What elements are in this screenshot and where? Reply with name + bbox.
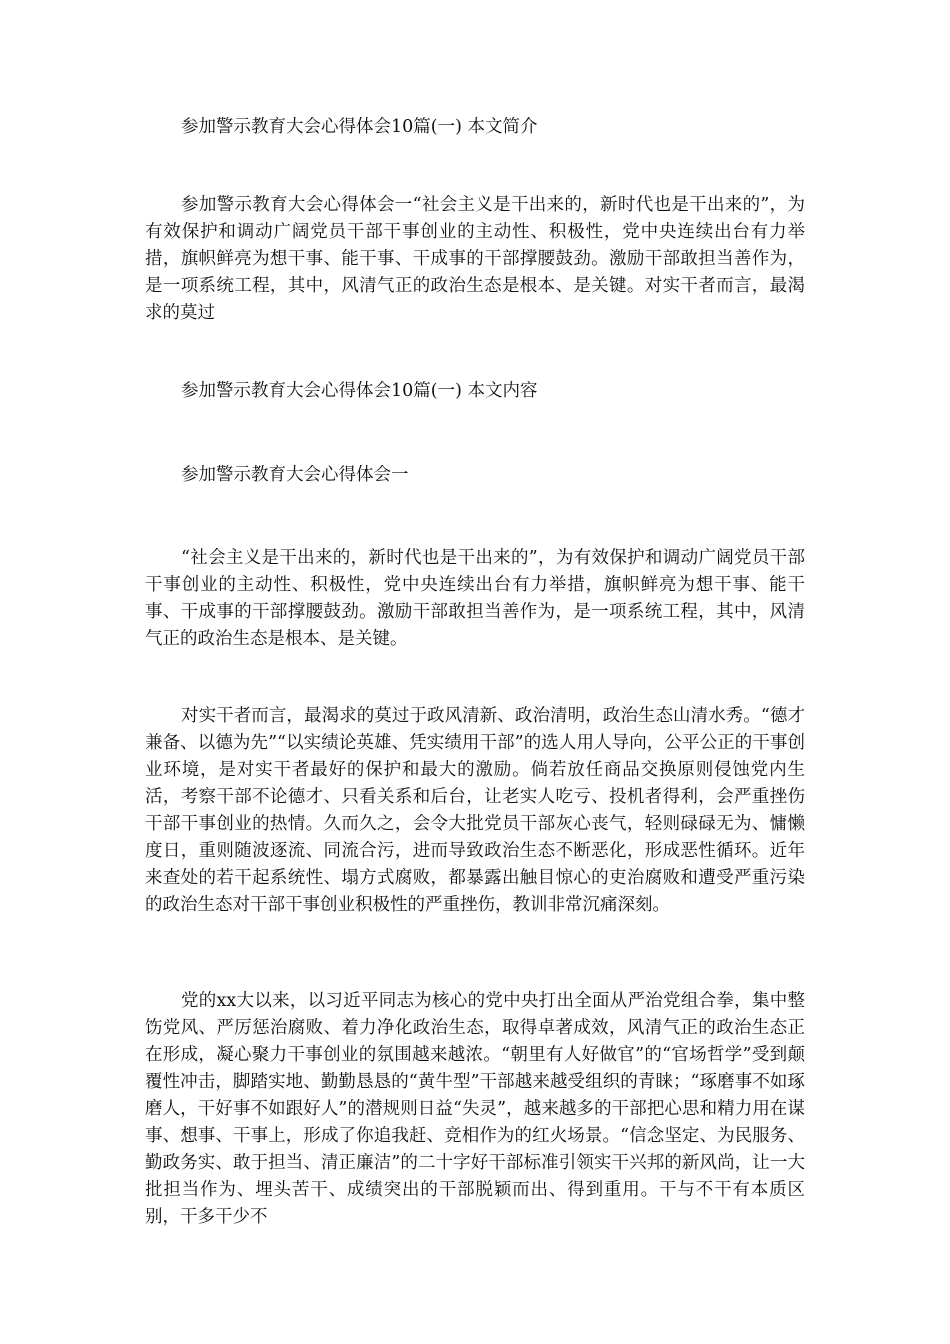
intro-summary: 参加警示教育大会心得体会一“社会主义是干出来的，新时代也是干出来的”，为有效保护和调动广阔党员干部干事创业的主动性、积极性，党中央连续出台有力举措，旗帜鲜亮为想干事、能干事、干成事的干部撑腰鼓劲。激励干部敢担当善作为，是一项系统工程，其中，风清气正的政治生态是根本、是关键。对实干者而言，最渴求的莫过	[145, 195, 805, 323]
paragraph-2: 对实干者而言，最渴求的莫过于政风清新、政治清明，政治生态山清水秀。“德才兼备、以德为先”“以实绩论英雄、凭实绩用干部”的选人用人导向，公平公正的干事创业环境，是对实干者最好的保护和最大的激励。倘若放任商品交换原则侵蚀党内生活，考察干部不论德才、只看关系和后台，让老实人吃亏、投机者得利，会严重挫伤干部干事创业的热情。久而久之，会令大批党员干部灰心丧气，轻则碌碌无为、慵懒度日，重则随波逐流、同流合污，进而导致政治生态不断恶化，形成恶性循环。近年来查处的若干起系统性、塌方式腐败，都暴露出触目惊心的吏治腐败和遭受严重污染的政治生态对干部干事创业积极性的严重挫伤，教训非常沉痛深刻。	[145, 706, 805, 915]
article-title: 参加警示教育大会心得体会一	[181, 465, 409, 485]
paragraph-1: “社会主义是干出来的，新时代也是干出来的”，为有效保护和调动广阔党员干部干事创业的主动性、积极性，党中央连续出台有力举措，旗帜鲜亮为想干事、能干事、干成事的干部撑腰鼓劲。激励干部敢担当善作为，是一项系统工程，其中，风清气正的政治生态是根本、是关键。	[145, 548, 805, 649]
intro-heading: 参加警示教育大会心得体会10篇(一) 本文简介	[181, 117, 538, 137]
content-heading: 参加警示教育大会心得体会10篇(一) 本文内容	[181, 381, 538, 401]
paragraph-3: 党的xx大以来，以习近平同志为核心的党中央打出全面从严治党组合拳，集中整饬党风、严厉惩治腐败、着力净化政治生态，取得卓著成效，风清气正的政治生态正在形成，凝心聚力干事创业的氛围越来越浓。“朝里有人好做官”的“官场哲学”受到颠覆性冲击，脚踏实地、勤勤恳恳的“黄牛型”干部越来越受组织的青睐；“琢磨事不如琢磨人，干好事不如跟好人”的潜规则日益“失灵”，越来越多的干部把心思和精力用在谋事、想事、干事上，形成了你追我赶、竞相作为的红火场景。“信念坚定、为民服务、勤政务实、敢于担当、清正廉洁”的二十字好干部标准引领实干兴邦的新风尚，让一大批担当作为、埋头苦干、成绩突出的干部脱颖而出、得到重用。干与不干有本质区别，干多干少不	[145, 991, 805, 1227]
